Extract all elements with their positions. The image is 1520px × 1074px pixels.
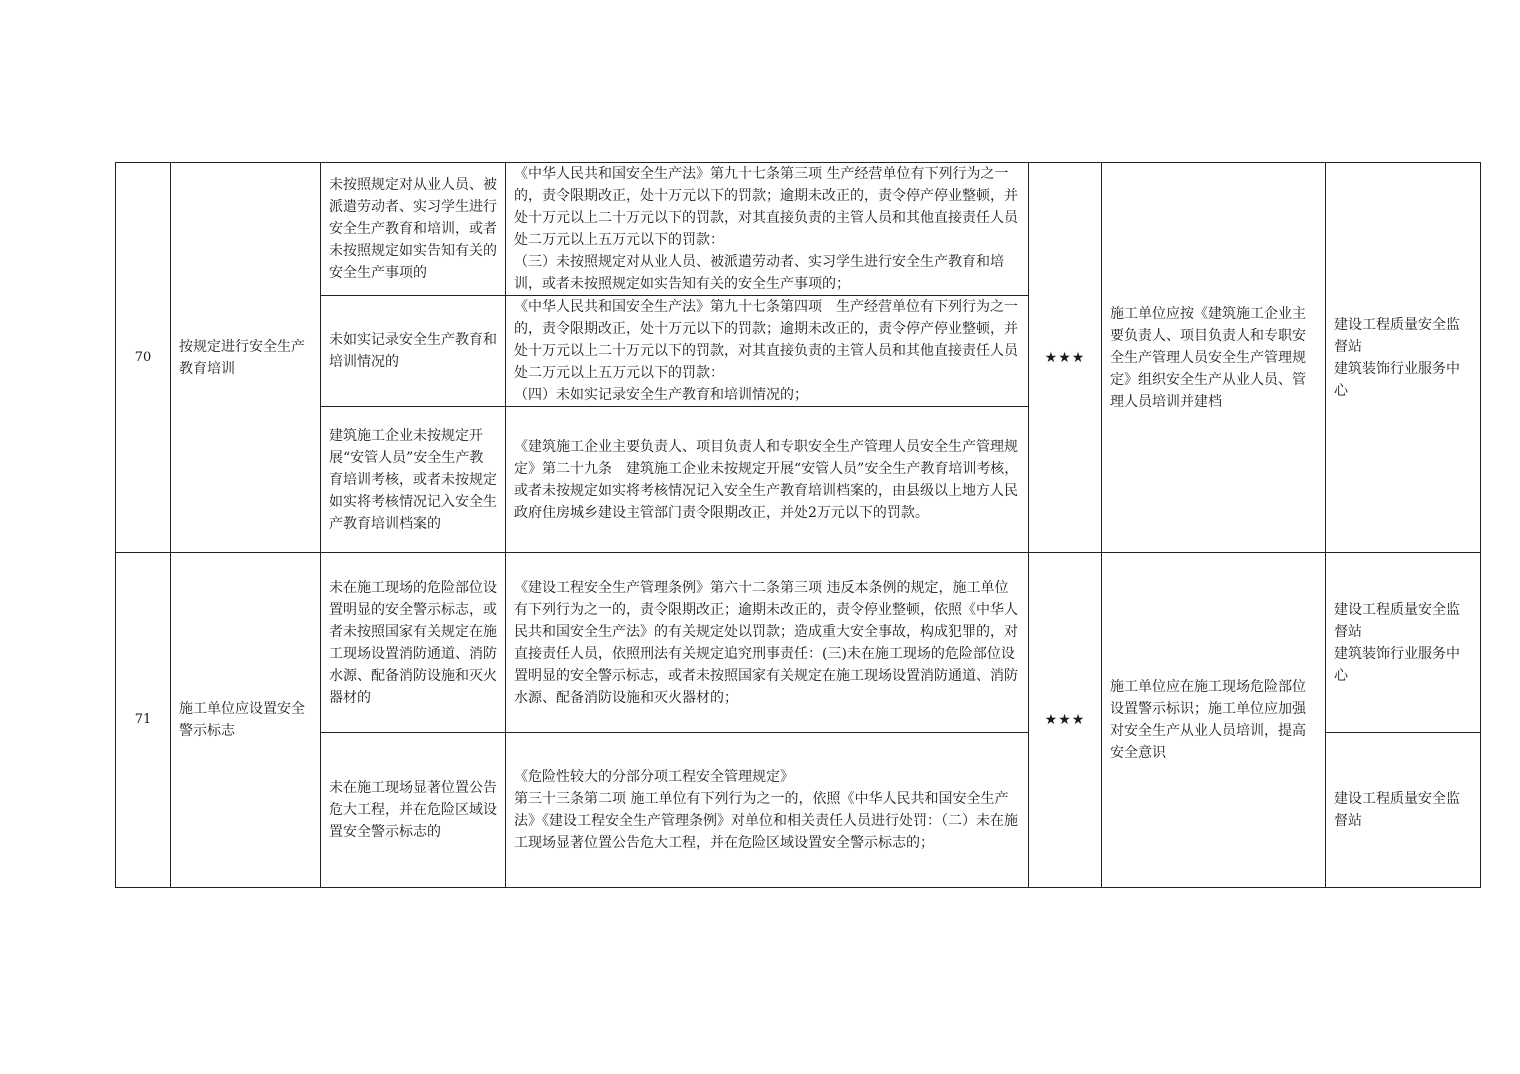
row-number: 70 [116,163,171,553]
legal-clause: 《中华人民共和国安全生产法》第九十七条第三项 生产经营单位有下列行为之一的，责令限期改正，处十万元以下的罚款；逾期未改正的，责令停产停业整顿，并处十万元以上二十万元以下的罚款，对其直接负责的主管人员和其他直接责任人员处二万元以上五万元以下的罚款： （三）未按照规定对从业人员、被派遣劳动者、实习学生进行安全生产教育和培训，或者未按照规定如实告知有关的安全生产事项的； [506,163,1029,296]
violation-text: 未在施工现场显著位置公告危大工程，并在危险区域设置安全警示标志的 [321,733,506,888]
legal-clause: 《建设工程安全生产管理条例》第六十二条第三项 违反本条例的规定，施工单位有下列行为之一的，责令限期改正；逾期未改正的，责令停业整顿，依照《中华人民共和国安全生产法》的有关规定处以罚款；造成重大安全事故，构成犯罪的，对直接责任人员，依照刑法有关规定追究刑事责任：(三)未在施工现场的危险部位设置明显的安全警示标志，或者未按照国家有关规定在施工现场设置消防通道、消防水源、配备消防设施和灭火器材的； [506,553,1029,733]
violation-text: 未按照规定对从业人员、被派遣劳动者、实习学生进行安全生产教育和培训，或者未按照规定如实告知有关的安全生产事项的 [321,163,506,296]
violation-text: 未在施工现场的危险部位设置明显的安全警示标志，或者未按照国家有关规定在施工现场设置消防通道、消防水源、配备消防设施和灭火器材的 [321,553,506,733]
risk-rating-stars: ★★★ [1029,553,1102,888]
responsible-department: 建设工程质量安全监督站 [1326,733,1481,888]
legal-clause: 《建筑施工企业主要负责人、项目负责人和专职安全生产管理人员安全生产管理规定》第二十九条 建筑施工企业未按规定开展“安管人员”安全生产教育培训考核，或者未按规定如实将考核情况记入安全生产教育培训档案的，由县级以上地方人民政府住房城乡建设主管部门责令限期改正，并处2万元以下的罚款。 [506,407,1029,553]
legal-clause: 《中华人民共和国安全生产法》第九十七条第四项 生产经营单位有下列行为之一的，责令限期改正，处十万元以下的罚款；逾期未改正的，责令停产停业整顿，并处十万元以上二十万元以下的罚款，对其直接负责的主管人员和其他直接责任人员处二万元以上五万元以下的罚款： （四）未如实记录安全生产教育和培训情况的； [506,296,1029,407]
regulation-table [115,162,1481,888]
item-name: 施工单位应设置安全警示标志 [171,553,321,888]
required-measure: 施工单位应在施工现场危险部位设置警示标识；施工单位应加强对安全生产从业人员培训，提高安全意识 [1102,553,1326,888]
violation-text: 未如实记录安全生产教育和培训情况的 [321,296,506,407]
responsible-department: 建设工程质量安全监督站 建筑装饰行业服务中心 [1326,553,1481,733]
row-number: 71 [116,553,171,888]
item-name: 按规定进行安全生产教育培训 [171,163,321,553]
risk-rating-stars: ★★★ [1029,163,1102,553]
table-row [116,163,1481,296]
responsible-department: 建设工程质量安全监督站 建筑装饰行业服务中心 [1326,163,1481,553]
violation-text: 建筑施工企业未按规定开展“安管人员”安全生产教育培训考核，或者未按规定如实将考核情况记入安全生产教育培训档案的 [321,407,506,553]
legal-clause: 《危险性较大的分部分项工程安全管理规定》 第三十三条第二项 施工单位有下列行为之一的，依照《中华人民共和国安全生产法》《建设工程安全生产管理条例》对单位和相关责任人员进行处罚：（二）未在施工现场显著位置公告危大工程，并在危险区域设置安全警示标志的； [506,733,1029,888]
required-measure: 施工单位应按《建筑施工企业主要负责人、项目负责人和专职安全生产管理人员安全生产管理规定》组织安全生产从业人员、管理人员培训并建档 [1102,163,1326,553]
table-row [116,553,1481,733]
